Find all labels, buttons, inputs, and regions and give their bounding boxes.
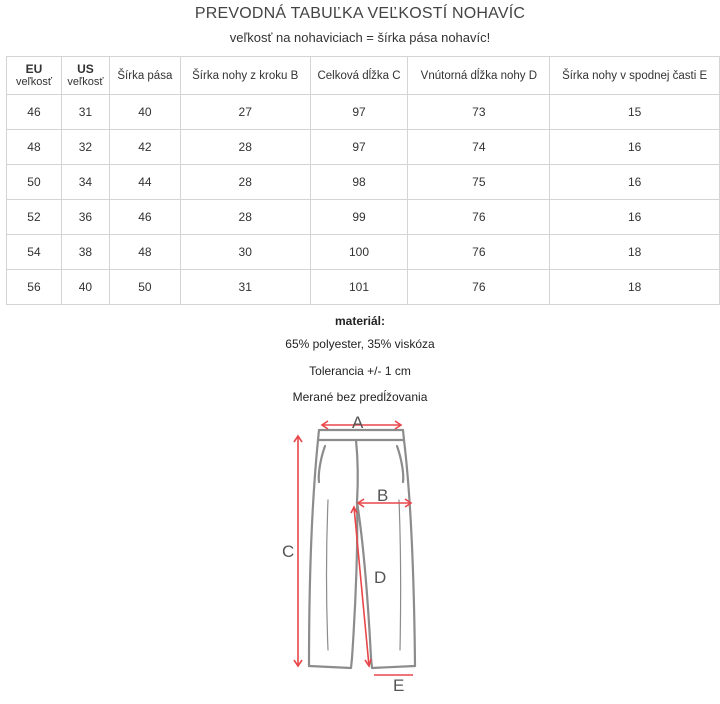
table-cell: 34 [61, 165, 109, 200]
header-waist: Šírka pása [109, 57, 180, 95]
table-cell: 97 [310, 130, 408, 165]
table-cell: 48 [109, 235, 180, 270]
table-cell: 18 [550, 270, 720, 305]
table-cell: 76 [408, 270, 550, 305]
table-cell: 28 [180, 165, 310, 200]
table-cell: 36 [61, 200, 109, 235]
label-d: D [374, 568, 387, 587]
header-eu: EU veľkosť [7, 57, 62, 95]
table-row [7, 235, 720, 270]
table-cell: 98 [310, 165, 408, 200]
page-title: PREVODNÁ TABUĽKA VEĽKOSTÍ NOHAVÍC [194, 5, 526, 22]
table-cell: 40 [109, 95, 180, 130]
header-crotch-width: Šírka nohy z kroku B [180, 57, 310, 95]
tolerance-note: Tolerancia +/- 1 cm [309, 364, 411, 378]
table-cell: 74 [408, 130, 550, 165]
table-cell: 52 [7, 200, 62, 235]
table-cell: 76 [408, 200, 550, 235]
table-row [7, 165, 720, 200]
table-cell: 28 [180, 130, 310, 165]
header-total-length: Celková dĺžka C [310, 57, 408, 95]
table-row [7, 270, 720, 305]
table-cell: 38 [61, 235, 109, 270]
table-cell: 40 [61, 270, 109, 305]
table-cell: 42 [109, 130, 180, 165]
table-row [7, 95, 720, 130]
table-cell: 15 [550, 95, 720, 130]
table-cell: 16 [550, 130, 720, 165]
table-cell: 48 [7, 130, 62, 165]
table-cell: 44 [109, 165, 180, 200]
table-cell: 100 [310, 235, 408, 270]
table-cell: 31 [61, 95, 109, 130]
table-cell: 75 [408, 165, 550, 200]
label-c: C [282, 542, 295, 561]
label-a: A [352, 413, 364, 432]
material-heading: materiál: [334, 314, 386, 328]
table-cell: 28 [180, 200, 310, 235]
table-header-row [7, 57, 720, 95]
header-us: US veľkosť [61, 57, 109, 95]
table-cell: 101 [310, 270, 408, 305]
table-cell: 31 [180, 270, 310, 305]
label-b: B [377, 486, 389, 505]
table-cell: 50 [7, 165, 62, 200]
header-inner-length: Vnútorná dĺžka nohy D [408, 57, 550, 95]
table-cell: 27 [180, 95, 310, 130]
table-cell: 50 [109, 270, 180, 305]
label-e: E [393, 676, 405, 695]
table-cell: 46 [109, 200, 180, 235]
table-cell: 16 [550, 200, 720, 235]
trousers-outline [309, 430, 415, 668]
material-composition: 65% polyester, 35% viskóza [285, 337, 435, 351]
table-cell: 99 [310, 200, 408, 235]
size-table [6, 56, 720, 305]
table-cell: 76 [408, 235, 550, 270]
page-subtitle: veľkosť na nohaviciach = šírka pása nohavíc! [229, 30, 491, 45]
table-row [7, 130, 720, 165]
table-cell: 46 [7, 95, 62, 130]
table-cell: 54 [7, 235, 62, 270]
header-bottom-width: Šírka nohy v spodnej časti E [550, 57, 720, 95]
measurement-note: Merané bez predĺžovania [292, 390, 428, 404]
table-row [7, 200, 720, 235]
table-cell: 73 [408, 95, 550, 130]
table-cell: 56 [7, 270, 62, 305]
table-cell: 97 [310, 95, 408, 130]
table-cell: 30 [180, 235, 310, 270]
table-cell: 32 [61, 130, 109, 165]
table-cell: 18 [550, 235, 720, 270]
trousers-diagram [270, 410, 450, 700]
table-cell: 16 [550, 165, 720, 200]
